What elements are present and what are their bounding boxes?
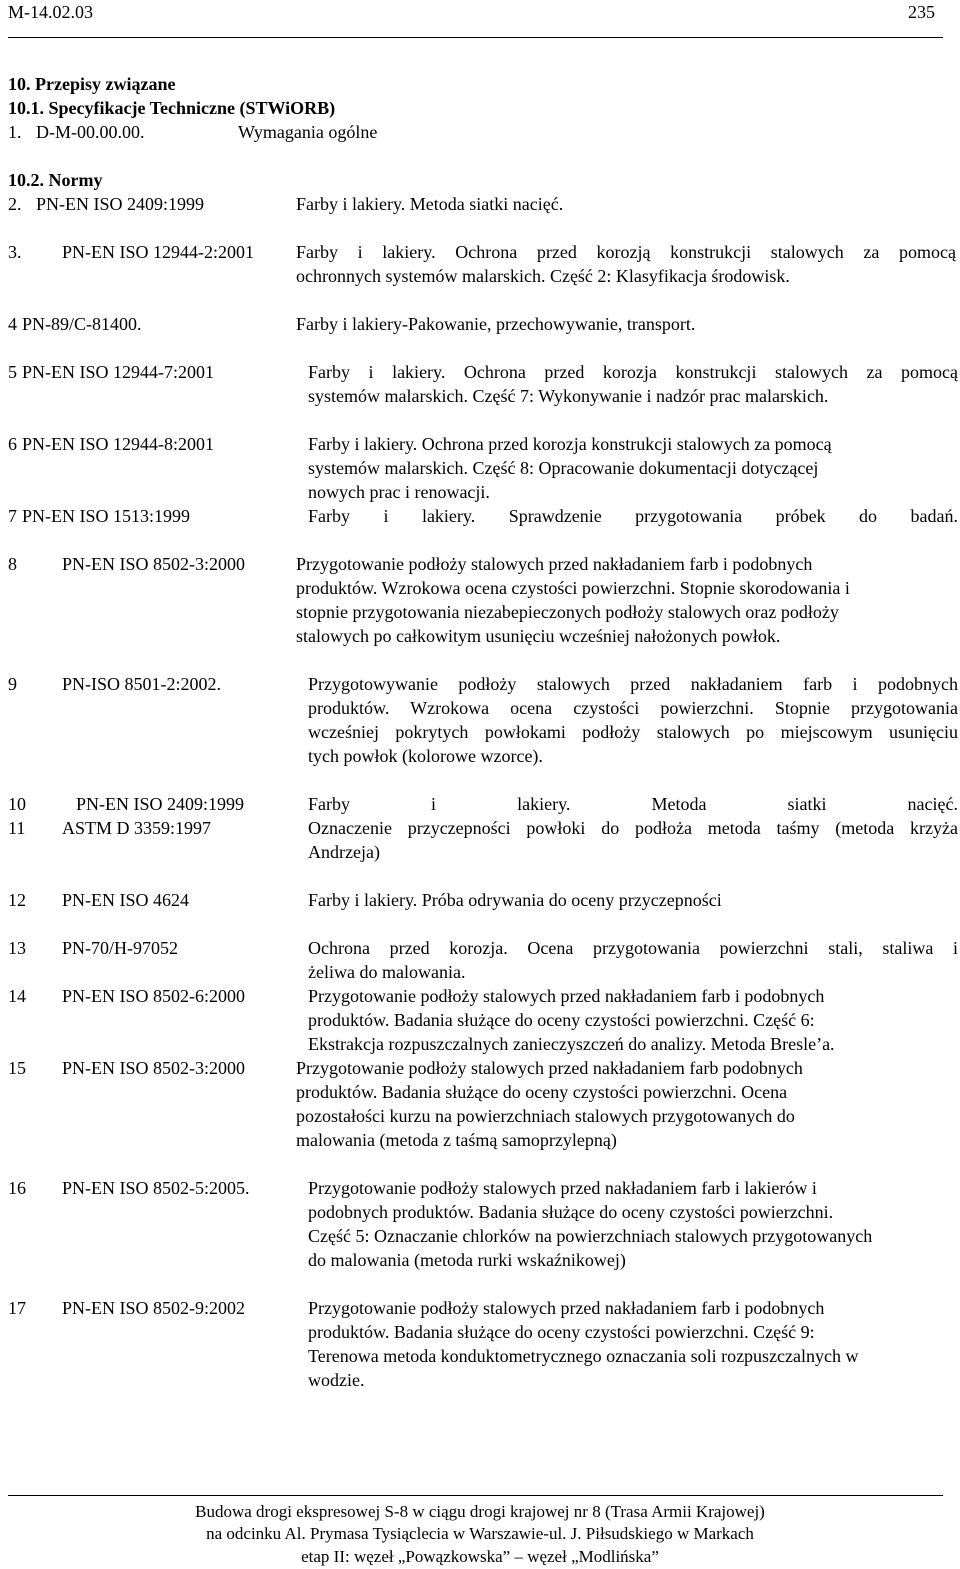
standard-description-line: Farby i lakiery. Ochrona przed korozja konstrukcji stalowych za pomocą	[308, 434, 832, 454]
spec-item-description: Wymagania ogólne	[238, 122, 378, 142]
standard-description	[296, 1056, 956, 1152]
standard-description-line: nowych prac i renowacji.	[308, 482, 490, 502]
standard-description-line: wcześniej pokrytych powłokami podłoży stalowych po miejscowym usunięciu	[308, 722, 958, 742]
standard-description-line: systemów malarskich. Część 8: Opracowanie dokumentacji dotyczącej	[308, 458, 819, 478]
standard-number: 15	[8, 1058, 26, 1078]
standard-number: 10	[8, 794, 26, 814]
standard-code: PN-EN ISO 12944-8:2001	[22, 434, 214, 454]
standard-description-line: wodzie.	[308, 1370, 365, 1390]
standard-description-line: żeliwa do malowania.	[308, 962, 466, 982]
standard-code: PN-89/C-81400.	[22, 314, 142, 334]
standard-number: 2.	[8, 194, 22, 214]
standard-description	[308, 888, 958, 912]
standard-description-line: Ekstrakcja rozpuszczalnych zanieczyszczeń do analizy. Metoda Bresle’a.	[308, 1034, 835, 1054]
standard-code: PN-EN ISO 12944-7:2001	[22, 362, 214, 382]
standard-description-line: Oznaczenie przyczepności powłoki do podłoża metoda taśmy (metoda krzyża	[308, 818, 958, 838]
footer-line-1: Budowa drogi ekspresowej S-8 w ciągu drogi krajowej nr 8 (Trasa Armii Krajowej)	[195, 1502, 765, 1521]
footer-line-2: na odcinku Al. Prymasa Tysiąclecia w Warszawie-ul. J. Piłsudskiego w Markach	[206, 1524, 754, 1543]
standard-description-line: do malowania (metoda rurki wskaźnikowej)	[308, 1250, 626, 1270]
standard-description-line: Farby i lakiery. Ochrona przed korozją konstrukcji stalowych za pomocą	[296, 242, 956, 262]
document-code: M-14.02.03	[8, 2, 93, 22]
standard-code: PN-EN ISO 4624	[62, 890, 190, 910]
standard-code: PN-EN ISO 8502-9:2002	[62, 1298, 245, 1318]
standard-description	[296, 240, 956, 288]
standard-description-line: Przygotowanie podłoży stalowych przed nakładaniem farb i podobnych	[308, 1298, 825, 1318]
standard-description-line: Przygotowanie podłoży stalowych przed nakładaniem farb i lakierów i	[308, 1178, 817, 1198]
standard-description-line: Farby i lakiery. Metoda siatki nacięć.	[296, 194, 564, 214]
standard-description	[308, 504, 958, 528]
standard-description	[308, 1296, 958, 1392]
standard-number: 3.	[8, 242, 22, 262]
header-divider	[8, 37, 943, 38]
standard-code: PN-EN ISO 8502-6:2000	[62, 986, 245, 1006]
standard-description	[308, 360, 958, 408]
standard-description-line: Część 5: Oznaczanie chlorków na powierzchniach stalowych przygotowanych	[308, 1226, 873, 1246]
standard-code: PN-EN ISO 1513:1999	[22, 506, 191, 526]
standard-description-line: Farby i lakiery. Metoda siatki nacięć.	[308, 794, 958, 814]
standard-description	[308, 816, 958, 864]
standard-number: 8	[8, 554, 17, 574]
standard-description-line: systemów malarskich. Część 7: Wykonywanie i nadzór prac malarskich.	[308, 386, 829, 406]
standard-description	[308, 792, 958, 816]
standard-description-line: produktów. Wzrokowa ocena czystości powierzchni. Stopnie przygotowania	[308, 698, 958, 718]
standard-description-line: Przygotowanie podłoży stalowych przed nakładaniem farb podobnych	[296, 1058, 803, 1078]
standard-description	[296, 312, 956, 336]
standard-code: ASTM D 3359:1997	[62, 818, 212, 838]
standard-description-line: Przygotowanie podłoży stalowych przed nakładaniem farb i podobnych	[296, 554, 813, 574]
standard-number: 13	[8, 938, 26, 958]
standard-description-line: pozostałości kurzu na powierzchniach stalowych przygotowanych do	[296, 1106, 795, 1126]
standard-description-line: produktów. Wzrokowa ocena czystości powierzchni. Stopnie skorodowania i	[296, 578, 850, 598]
subsection-title-standards: 10.2. Normy	[8, 170, 103, 190]
standard-description-line: podobnych produktów. Badania służące do oceny czystości powierzchni.	[308, 1202, 834, 1222]
standard-description	[308, 432, 958, 504]
standard-description-line: Farby i lakiery. Sprawdzenie przygotowania próbek do badań.	[308, 506, 958, 526]
footer-divider	[8, 1495, 943, 1496]
standard-number: 14	[8, 986, 26, 1006]
standard-description-line: stopnie przygotowania niezabepieczonych podłoży stalowych oraz podłoży	[296, 602, 839, 622]
footer-line-3: etap II: węzeł „Powązkowska” – węzeł „Modlińska”	[301, 1547, 659, 1566]
spec-item-code: D-M-00.00.00.	[36, 122, 145, 142]
standard-description-line: produktów. Badania służące do oceny czystości powierzchni. Część 6:	[308, 1010, 815, 1030]
standard-description	[308, 936, 958, 984]
section-title: 10. Przepisy związane	[8, 74, 176, 94]
standard-description-line: Przygotowywanie podłoży stalowych przed nakładaniem farb i podobnych	[308, 674, 958, 694]
page-number: 235	[908, 2, 935, 22]
standard-description	[296, 552, 956, 648]
standard-description-line: tych powłok (kolorowe wzorce).	[308, 746, 543, 766]
standard-code: PN-ISO 8501-2:2002.	[62, 674, 222, 694]
spec-item-number: 1.	[8, 122, 22, 142]
standard-number: 7	[8, 506, 17, 526]
standard-number: 17	[8, 1298, 26, 1318]
standard-description-line: Farby i lakiery-Pakowanie, przechowywanie, transport.	[296, 314, 696, 334]
subsection-title-specifications: 10.1. Specyfikacje Techniczne (STWiORB)	[8, 98, 336, 118]
standard-number: 12	[8, 890, 26, 910]
standard-number: 5	[8, 362, 17, 382]
standard-number: 4	[8, 314, 17, 334]
standard-code: PN-EN ISO 8502-5:2005.	[62, 1178, 250, 1198]
standard-code: PN-EN ISO 12944-2:2001	[62, 242, 254, 262]
standard-code: PN-EN ISO 2409:1999	[36, 194, 205, 214]
standard-description	[308, 672, 958, 768]
standard-description-line: malowania (metoda z taśmą samoprzylepną)	[296, 1130, 617, 1150]
standard-code: PN-EN ISO 8502-3:2000	[62, 1058, 245, 1078]
standard-description	[308, 1176, 958, 1272]
standard-code: PN-EN ISO 2409:1999	[76, 794, 245, 814]
standard-description-line: Ochrona przed korozja. Ocena przygotowania powierzchni stali, staliwa i	[308, 938, 958, 958]
standard-description-line: Farby i lakiery. Próba odrywania do oceny przyczepności	[308, 890, 722, 910]
standard-description-line: produktów. Badania służące do oceny czystości powierzchni. Ocena	[296, 1082, 788, 1102]
standard-code: PN-70/H-97052	[62, 938, 178, 958]
standard-code: PN-EN ISO 8502-3:2000	[62, 554, 245, 574]
standard-number: 16	[8, 1178, 26, 1198]
standard-number: 9	[8, 674, 17, 694]
standard-description-line: Farby i lakiery. Ochrona przed korozja konstrukcji stalowych za pomocą	[308, 362, 958, 382]
standard-description-line: Terenowa metoda konduktometrycznego oznaczania soli rozpuszczalnych w	[308, 1346, 859, 1366]
standard-description-line: ochronnych systemów malarskich. Część 2: Klasyfikacja środowisk.	[296, 266, 790, 286]
standard-number: 6	[8, 434, 17, 454]
standard-description-line: stalowych po całkowitym usunięciu wcześniej nałożonych powłok.	[296, 626, 781, 646]
standard-number: 11	[8, 818, 26, 838]
standard-description	[308, 984, 958, 1056]
standard-description-line: Przygotowanie podłoży stalowych przed nakładaniem farb i podobnych	[308, 986, 825, 1006]
standard-description-line: produktów. Badania służące do oceny czystości powierzchni. Część 9:	[308, 1322, 815, 1342]
standard-description-line: Andrzeja)	[308, 842, 380, 862]
standard-description	[296, 192, 956, 216]
